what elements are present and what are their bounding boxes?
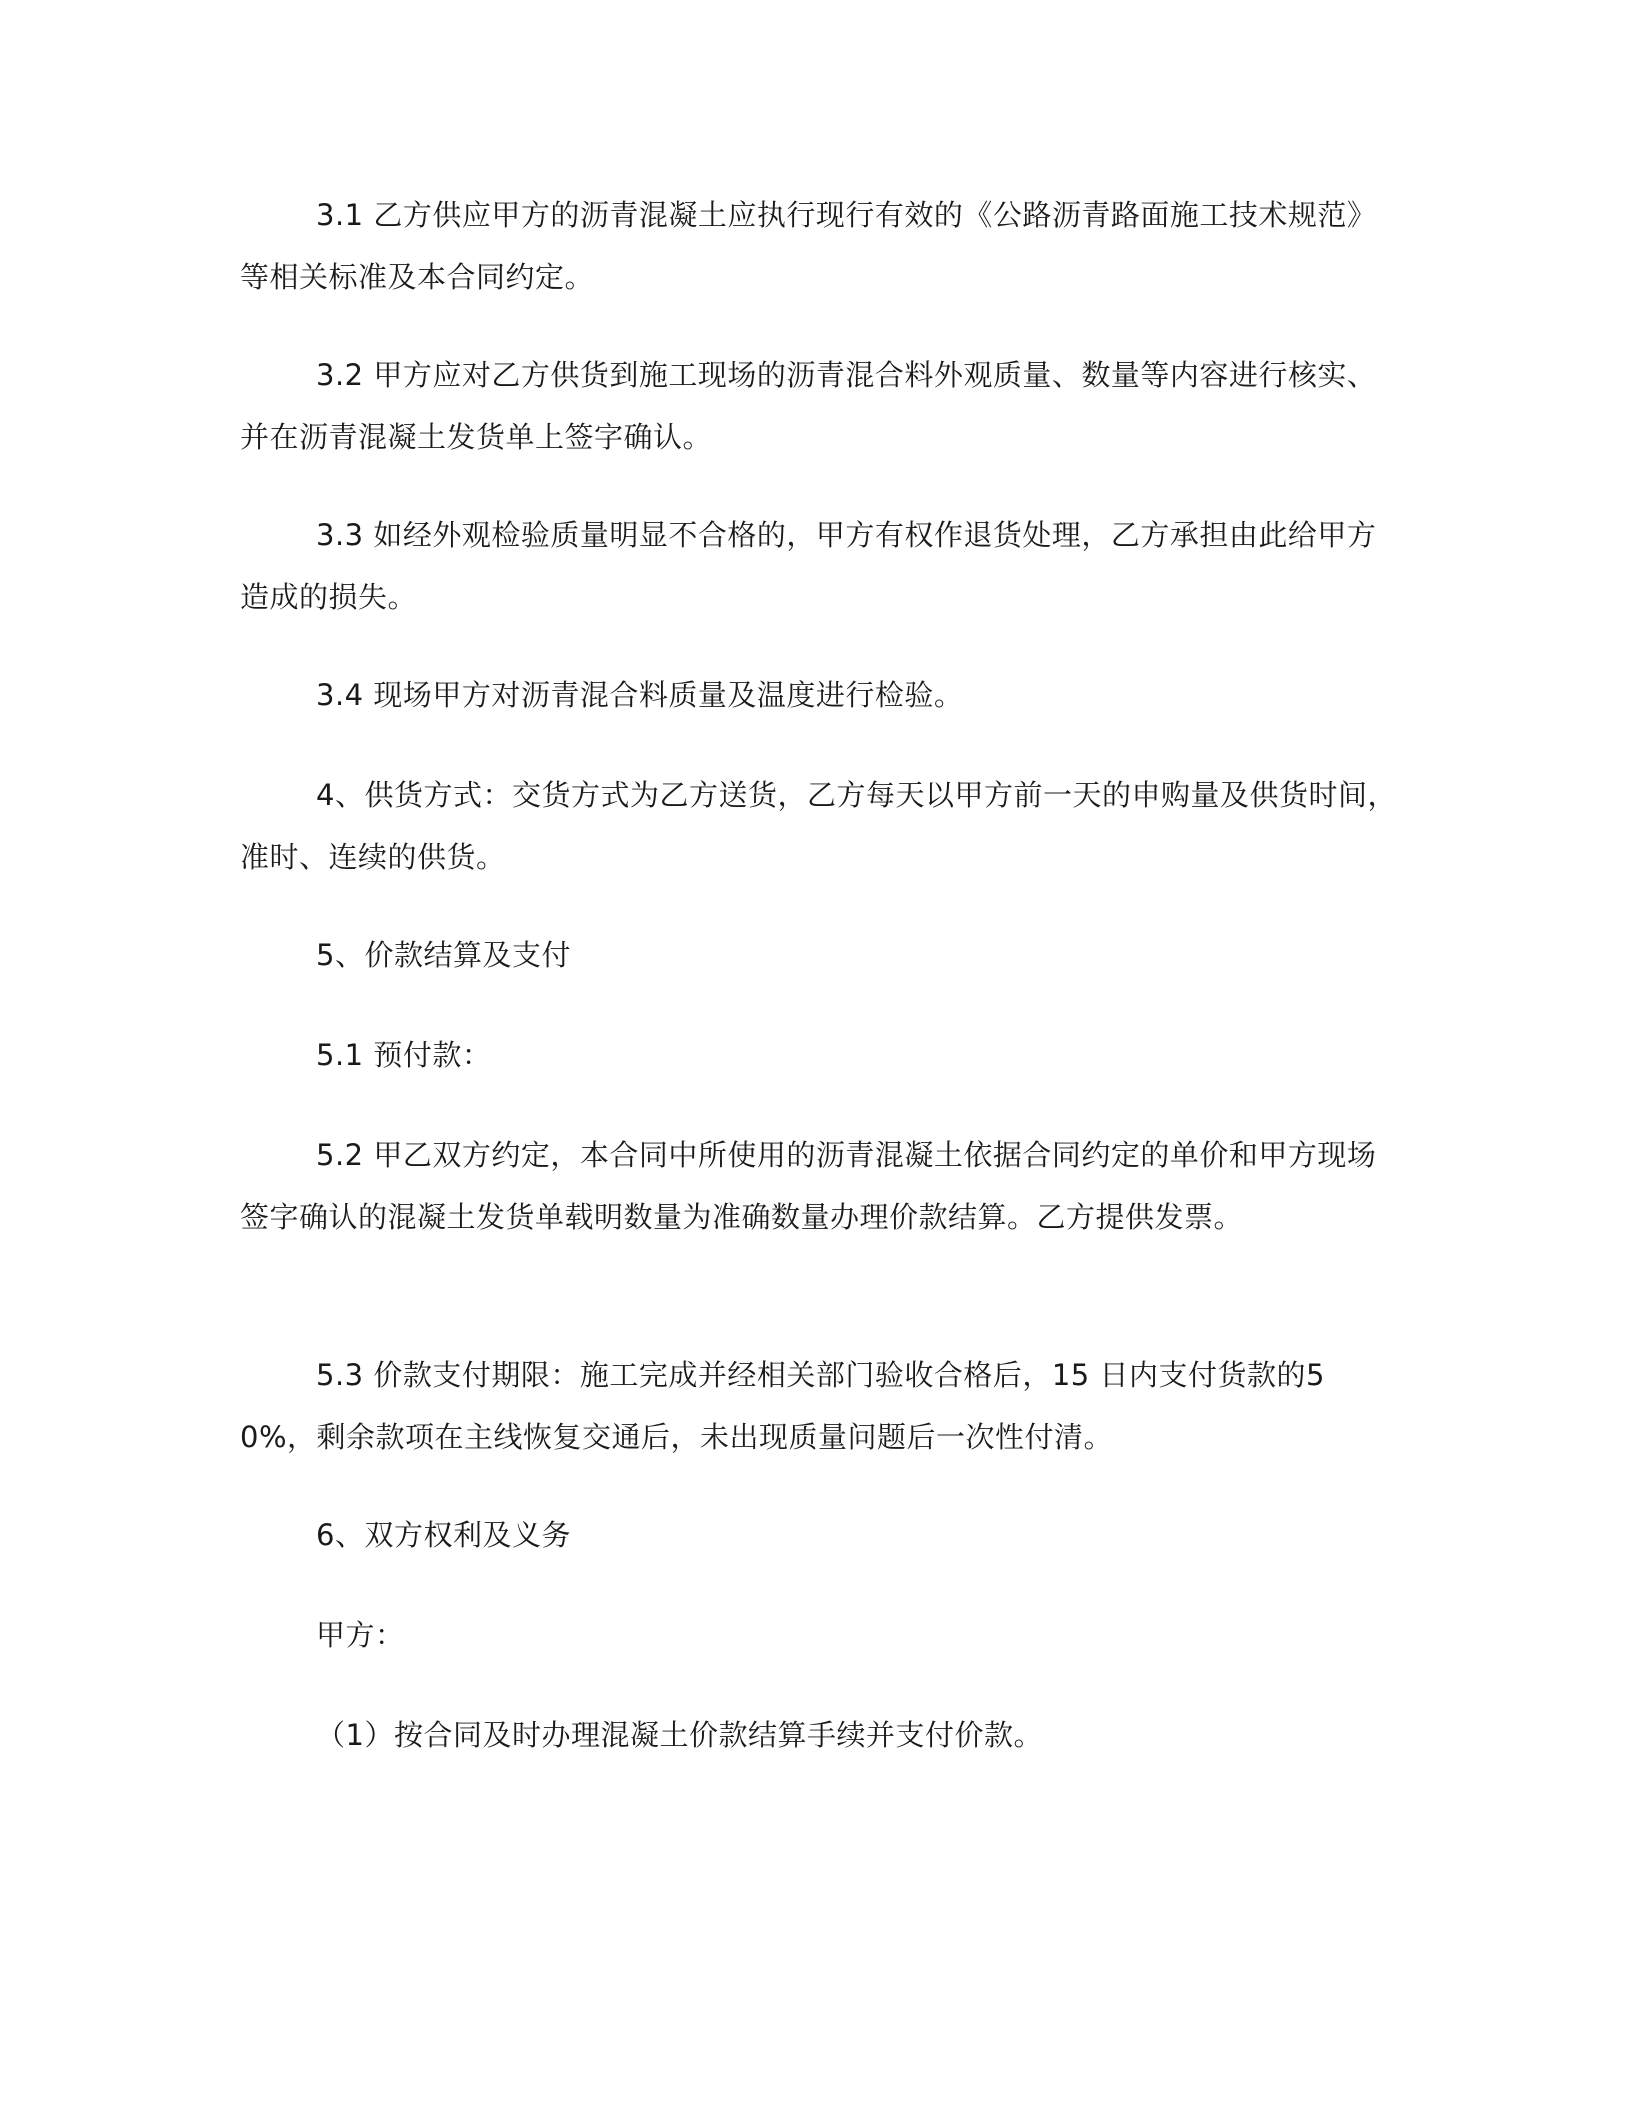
clause-4-delivery: 4、供货方式：交货方式为乙方送货，乙方每天以甲方前一天的申购量及供货时间，准时、连续的供货。 [240,778,1397,874]
clause-3-1: 3.1 乙方供应甲方的沥青混凝土应执行现行有效的《公路沥青路面施工技术规范》等相关标准及本合同约定。 [240,198,1377,294]
clause-3-2: 3.2 甲方应对乙方供货到施工现场的沥青混合料外观质量、数量等内容进行核实、并在沥青混凝土发货单上签字确认。 [240,358,1377,454]
clause-5-3: 5.3 价款支付期限：施工完成并经相关部门验收合格后，15 日内支付货款的50%，剩余款项在主线恢复交通后，未出现质量问题后一次性付清。 [240,1358,1325,1454]
clause-3-3: 3.3 如经外观检验质量明显不合格的，甲方有权作退货处理，乙方承担由此给甲方造成的损失。 [240,518,1377,614]
clause-5-1: 5.1 预付款： [316,1038,492,1072]
party-a-item-1: （1）按合同及时办理混凝土价款结算手续并支付价款。 [316,1718,1043,1752]
section-5-heading: 5、价款结算及支付 [316,938,571,972]
party-a-label: 甲方： [316,1618,405,1652]
section-6-heading: 6、双方权利及义务 [316,1518,571,1552]
clause-3-4: 3.4 现场甲方对沥青混合料质量及温度进行检验。 [316,678,964,712]
clause-5-2: 5.2 甲乙双方约定，本合同中所使用的沥青混凝土依据合同约定的单价和甲方现场签字确认的混凝土发货单载明数量为准确数量办理价款结算。乙方提供发票。 [240,1138,1377,1234]
